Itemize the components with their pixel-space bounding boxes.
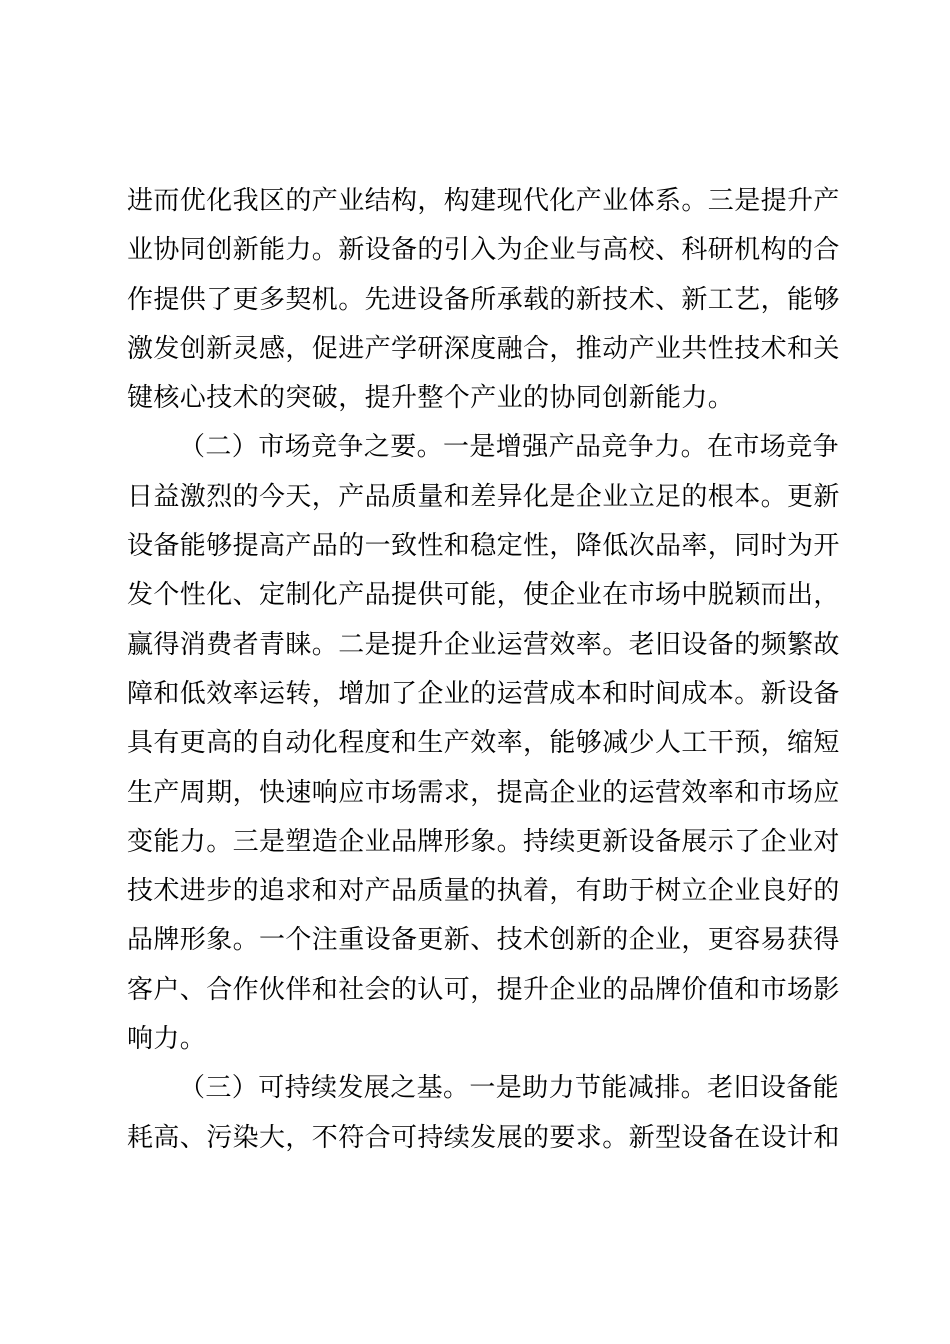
text-line: 设备能够提高产品的一致性和稳定性，降低次品率，同时为开 [127,531,840,562]
text-line: 具有更高的自动化程度和生产效率，能够减少人工干预，缩短 [127,728,840,759]
text-line: 赢得消费者青睐。二是提升企业运营效率。老旧设备的频繁故 [127,629,840,660]
text-line: 生产周期，快速响应市场需求，提高企业的运营效率和市场应 [127,777,840,808]
text-line: 客户、合作伙伴和社会的认可，提升企业的品牌价值和市场影 [127,974,840,1005]
text-line: 耗高、污染大，不符合可持续发展的要求。新型设备在设计和 [127,1122,840,1153]
text-line: 发个性化、定制化产品提供可能，使企业在市场中脱颖而出， [127,580,840,611]
text-line: 业协同创新能力。新设备的引入为企业与高校、科研机构的合 [127,235,840,266]
text-line: 作提供了更多契机。先进设备所承载的新技术、新工艺，能够 [127,284,840,315]
text-line: 技术进步的追求和对产品质量的执着，有助于树立企业良好的 [127,876,840,907]
body-text [127,177,840,1163]
section-heading-line: （三）可持续发展之基。一是助力节能减排。老旧设备能 [179,1073,840,1104]
text-line: 日益激烈的今天，产品质量和差异化是企业立足的根本。更新 [127,481,840,512]
text-line: 键核心技术的突破，提升整个产业的协同创新能力。 [127,383,735,414]
text-line: 障和低效率运转，增加了企业的运营成本和时间成本。新设备 [127,678,840,709]
text-line: 进而优化我区的产业结构，构建现代化产业体系。三是提升产 [127,186,840,216]
text-line: 激发创新灵感，促进产学研深度融合，推动产业共性技术和关 [127,333,840,364]
text-line: 品牌形象。一个注重设备更新、技术创新的企业，更容易获得 [127,925,840,956]
text-line: 变能力。三是塑造企业品牌形象。持续更新设备展示了企业对 [127,826,840,857]
section-heading-line: （二）市场竞争之要。一是增强产品竞争力。在市场竞争 [179,432,840,463]
text-line: 响力。 [127,1024,207,1055]
